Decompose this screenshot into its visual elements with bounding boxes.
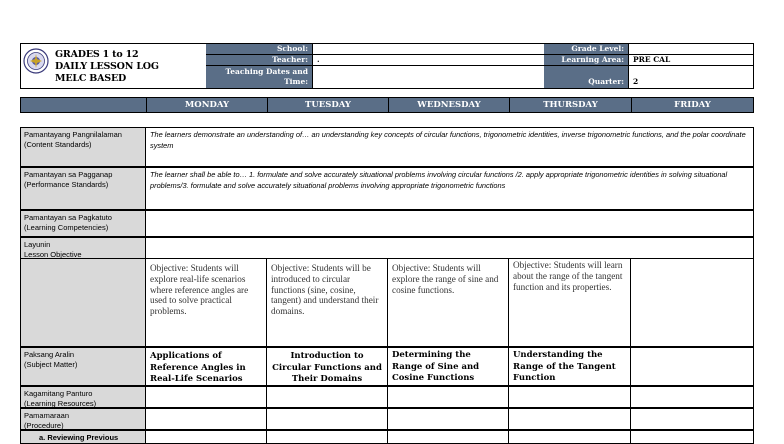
- row-label-title: Paksang Aralin: [24, 350, 75, 359]
- content-standards-text: The learners demonstrate an understanding of… an understanding key concepts of circular functions, trigonometric identities, inverse trigonometric functions, and the polar coordinate system: [146, 127, 754, 167]
- topic-tuesday: Introduction to Circular Functions and Their Domains: [267, 347, 388, 386]
- row-label-title: Pamantayan sa Pagkatuto: [24, 213, 112, 222]
- objective-wednesday: Objective: Students will explore the range of sine and cosine functions.: [388, 259, 509, 347]
- day-header-row: [20, 97, 754, 113]
- grade-level-field[interactable]: [628, 44, 753, 55]
- row-label-title: Pamantayan sa Pagganap: [24, 170, 113, 179]
- resources-friday: [631, 386, 754, 408]
- topic-thursday: Understanding the Range of the Tangent Function: [509, 347, 631, 386]
- day-thursday: THURSDAY: [509, 98, 631, 112]
- resources-tuesday: [267, 386, 388, 408]
- reviewing-wednesday: [388, 430, 509, 444]
- reviewing-friday: [631, 430, 754, 444]
- learning-competencies-cell: [146, 210, 754, 237]
- performance-standards-label: [20, 167, 146, 210]
- objective-friday: [631, 259, 754, 347]
- page-title: [55, 49, 205, 85]
- row-label-sub: (Performance Standards): [24, 180, 109, 189]
- dates-label-line-2: Time:: [284, 77, 308, 86]
- day-wednesday: WEDNESDAY: [388, 98, 509, 112]
- objective-tuesday: Objective: Students will be introduced to circular functions (sine, cosine, tangent) and understand their domains.: [267, 259, 388, 347]
- title-line-3: MELC BASED: [55, 73, 127, 84]
- dates-label: [206, 66, 312, 88]
- row-label-title: Kagamitang Panturo: [24, 389, 93, 398]
- row-label-sub: (Subject Matter): [24, 360, 78, 369]
- performance-standards-text: The learner shall be able to… 1. formulate and solve accurately situational problems involving circular functions /2. apply appropriate trigonometric identities in solving situational problems/3. formulate and solve accurately situational problems involving appropriate trigonometric functions: [146, 167, 754, 210]
- resources-wednesday: [388, 386, 509, 408]
- lesson-objective-header-cell: [146, 237, 754, 259]
- teacher-label: Teacher:: [206, 55, 312, 66]
- row-label-title: Pamamaraan: [24, 411, 70, 420]
- objective-label-filler: [20, 259, 146, 347]
- quarter-label: Quarter:: [544, 66, 628, 88]
- resources-monday: [146, 386, 267, 408]
- quarter-field[interactable]: 2: [628, 66, 753, 88]
- learning-resources-label: [20, 386, 146, 408]
- row-label-sub: (Learning Competencies): [24, 223, 109, 232]
- resources-thursday: [509, 386, 631, 408]
- procedure-friday: [631, 408, 754, 430]
- school-label: School:: [206, 44, 312, 55]
- procedure-wednesday: [388, 408, 509, 430]
- content-standards-label: [20, 127, 146, 167]
- objective-thursday: Objective: Students will learn about the range of the tangent function and its properties.: [509, 259, 631, 347]
- row-label-title: Layunin: [24, 240, 51, 249]
- day-tuesday: TUESDAY: [267, 98, 388, 112]
- procedure-thursday: [509, 408, 631, 430]
- subject-matter-label: [20, 347, 146, 386]
- day-friday: FRIDAY: [631, 98, 753, 112]
- procedure-label: [20, 408, 146, 430]
- row-label-sub: (Learning Resources): [24, 399, 97, 408]
- topic-monday: Applications of Reference Angles in Real-Life Scenarios: [146, 347, 267, 386]
- dates-field[interactable]: [312, 66, 544, 88]
- procedure-tuesday: [267, 408, 388, 430]
- teacher-field[interactable]: .: [312, 55, 544, 66]
- objective-monday: Objective: Students will explore real-life scenarios where reference angles are used to solve practical problems.: [146, 259, 267, 347]
- school-field[interactable]: [312, 44, 544, 55]
- learning-area-label: Learning Area:: [544, 55, 628, 66]
- reviewing-previous-label: a. Reviewing Previous: [20, 430, 146, 444]
- learning-competencies-label: [20, 210, 146, 237]
- reviewing-thursday: [509, 430, 631, 444]
- day-monday: MONDAY: [146, 98, 267, 112]
- reviewing-tuesday: [267, 430, 388, 444]
- reviewing-monday: [146, 430, 267, 444]
- lesson-objective-label: [20, 237, 146, 259]
- row-label-sub: (Procedure): [24, 421, 64, 430]
- row-label-title: Pamantayang Pangnilalaman: [24, 130, 122, 139]
- learning-area-field[interactable]: PRE CAL: [628, 55, 753, 66]
- deped-seal-icon: [23, 48, 49, 74]
- topic-wednesday: Determining the Range of Sine and Cosine Functions: [388, 347, 509, 386]
- title-line-1: GRADES 1 to 12: [55, 49, 139, 60]
- grade-level-label: Grade Level:: [544, 44, 628, 55]
- procedure-monday: [146, 408, 267, 430]
- row-label-sub: (Content Standards): [24, 140, 92, 149]
- title-line-2: DAILY LESSON LOG: [55, 61, 159, 72]
- dates-label-line-1: Teaching Dates and: [225, 67, 308, 76]
- topic-friday: [631, 347, 754, 386]
- row-label-sub: Lesson Objective: [24, 250, 82, 259]
